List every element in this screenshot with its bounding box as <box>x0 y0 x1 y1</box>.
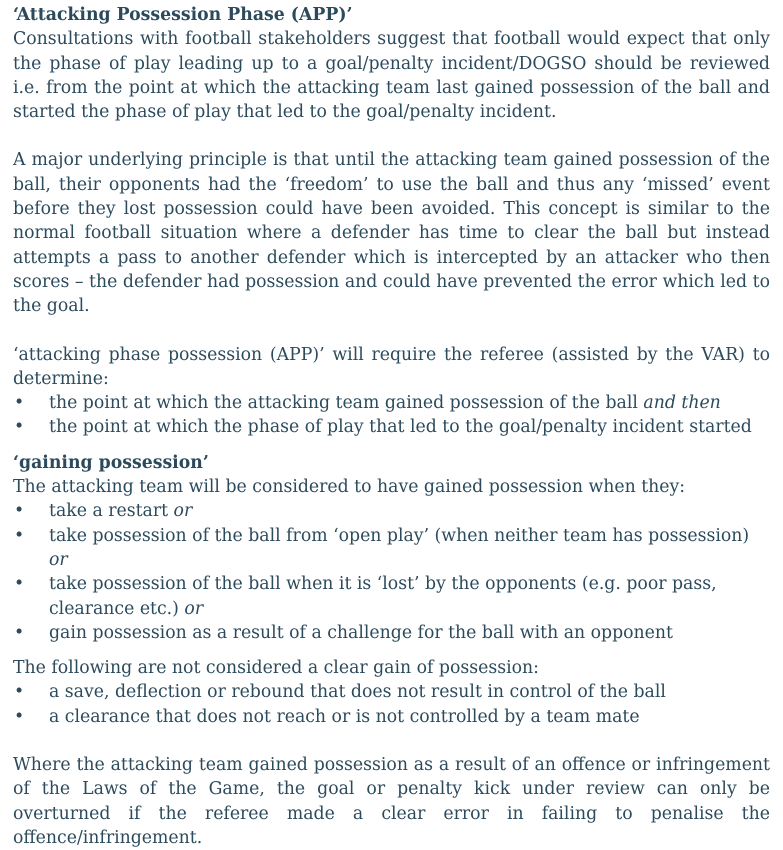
list-item-text: take possession of the ball when it is ‘lost’ by the opponents (e.g. poor pass, clearance etc.) <box>49 574 717 619</box>
list-item-text: gain possession as a result of a challenge for the ball with an opponent <box>49 622 673 643</box>
list-item-text: a clearance that does not reach or is not controlled by a team mate <box>49 706 640 727</box>
bullet-icon: • <box>14 393 25 414</box>
app-determination-list <box>13 391 770 440</box>
paragraph-underlying-principle: A major underlying principle is that until the attacking team gained possession of the ball, their opponents had the ‘freedom’ to use the ball and thus any ‘missed’ event before they lost possession could have been avoided. This concept is similar to the normal football situation where a defender has time to clear the ball but instead attempts a pass to another defender which is intercepted by an attacker who then scores – the defender had possession and could have prevented the error which led to the goal. <box>13 150 770 317</box>
list-item <box>13 572 770 621</box>
bullet-icon: • <box>14 501 25 522</box>
list-item <box>13 415 770 439</box>
list-item <box>13 705 770 729</box>
paragraph-not-clear-intro: The following are not considered a clear gain of possession: <box>13 658 539 679</box>
not-clear-possession-list <box>13 680 770 729</box>
list-item <box>13 391 770 415</box>
paragraph-closing-offence: Where the attacking team gained possession as a result of an offence or infringement of the Laws of the Game, the goal or penalty kick under review can only be overturned if the referee made a clear error in failing to penalise the offence/infringement. <box>13 755 770 848</box>
list-item <box>13 621 770 645</box>
list-item-text: the point at which the phase of play that led to the goal/penalty incident started <box>49 417 752 438</box>
list-item <box>13 499 770 523</box>
bullet-icon: • <box>14 574 25 595</box>
bullet-icon: • <box>14 706 25 727</box>
list-item-emphasis: or <box>184 598 204 619</box>
bullet-icon: • <box>14 682 25 703</box>
list-item <box>13 680 770 704</box>
list-item <box>13 524 770 573</box>
paragraph-consultations: Consultations with football stakeholders suggest that football would expect that only the phase of play leading up to a goal/penalty incident/DOGSO should be reviewed i.e. from the point at which the attacking team last gained possession of the ball and started the phase of play that led to the goal/penalty incident. <box>13 29 770 123</box>
section-title-gaining-possession: ‘gaining possession’ <box>13 452 209 473</box>
list-item-emphasis: or <box>49 549 68 570</box>
gaining-possession-list <box>13 499 770 645</box>
list-item-text: a save, deflection or rebound that does not result in control of the ball <box>49 682 666 703</box>
paragraph-app-requirement: ‘attacking phase possession (APP)’ will require the referee (assisted by the VAR) to determine: <box>13 344 770 389</box>
list-item-emphasis: or <box>173 501 193 522</box>
bullet-icon: • <box>14 525 25 546</box>
bullet-icon: • <box>14 417 25 438</box>
paragraph-gaining-intro: The attacking team will be considered to have gained possession when they: <box>13 477 686 498</box>
list-item-text: take a restart <box>49 501 174 522</box>
list-item-text: the point at which the attacking team gained possession of the ball <box>49 393 644 414</box>
list-item-text: take possession of the ball from ‘open play’ (when neither team has possession) <box>49 525 750 546</box>
section-title-app: ‘Attacking Possession Phase (APP)’ <box>13 5 353 25</box>
list-item-emphasis: and then <box>643 393 721 414</box>
bullet-icon: • <box>14 622 25 643</box>
